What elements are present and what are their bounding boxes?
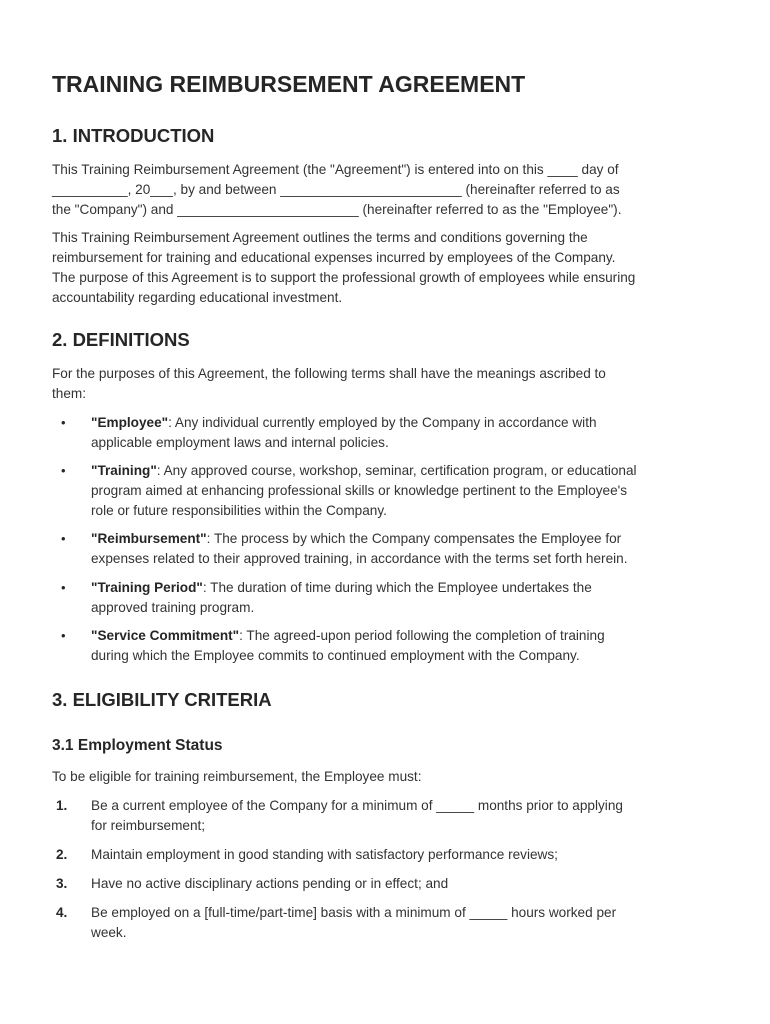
list-number: 4. — [56, 905, 68, 920]
definition-text — [91, 626, 731, 666]
definitions-heading: 2. DEFINITIONS — [52, 329, 190, 350]
intro-p2-line: accountability regarding educational investment. — [52, 290, 343, 305]
employment-status-heading: 3.1 Employment Status — [52, 737, 223, 754]
eligibility-line: week. — [91, 925, 127, 940]
list-number: 1. — [56, 798, 68, 813]
definition-term: "Training" — [91, 463, 157, 478]
bullet-icon: • — [61, 531, 66, 546]
eligibility-text — [91, 845, 731, 865]
eligibility-line: Be employed on a [full-time/part-time] basis with a minimum of _____ hours worked per — [91, 905, 617, 920]
definition-text — [91, 413, 731, 453]
intro-p2-line: The purpose of this Agreement is to support the professional growth of employees while ensuring — [52, 270, 636, 285]
definition-line: : The agreed-upon period following the completion of training — [239, 628, 605, 643]
definition-line: during which the Employee commits to continued employment with the Company. — [91, 648, 580, 663]
definition-line: : The process by which the Company compensates the Employee for — [206, 531, 622, 546]
list-number: 3. — [56, 876, 68, 891]
bullet-icon: • — [61, 628, 66, 643]
definition-line: : Any individual currently employed by the Company in accordance with — [168, 415, 597, 430]
eligibility-line: for reimbursement; — [91, 818, 206, 833]
eligibility-line: Maintain employment in good standing with satisfactory performance reviews; — [91, 847, 558, 862]
definitions-intro-line: For the purposes of this Agreement, the following terms shall have the meanings ascribed to — [52, 366, 606, 381]
eligibility-text — [91, 903, 731, 943]
definitions-intro — [52, 364, 732, 404]
intro-paragraph-2 — [52, 228, 732, 308]
definition-line: role or future responsibilities within the Company. — [91, 503, 387, 518]
intro-paragraph-1 — [52, 160, 732, 220]
bullet-icon: • — [61, 415, 66, 430]
eligibility-line: Have no active disciplinary actions pending or in effect; and — [91, 876, 449, 891]
definitions-intro-line: them: — [52, 386, 86, 401]
definition-term: "Reimbursement" — [91, 531, 207, 546]
bullet-icon: • — [61, 463, 66, 478]
definition-term: "Training Period" — [91, 580, 203, 595]
intro-p2-line: This Training Reimbursement Agreement outlines the terms and conditions governing the — [52, 230, 588, 245]
eligibility-line: Be a current employee of the Company for a minimum of _____ months prior to applying — [91, 798, 623, 813]
definition-line: expenses related to their approved training, in accordance with the terms set forth herein. — [91, 551, 628, 566]
definition-text — [91, 529, 731, 569]
intro-p1-line: This Training Reimbursement Agreement (the "Agreement") is entered into on this ____ day of — [52, 162, 619, 177]
document-title: TRAINING REIMBURSEMENT AGREEMENT — [52, 71, 526, 97]
intro-heading: 1. INTRODUCTION — [52, 125, 215, 146]
definition-term: "Employee" — [91, 415, 169, 430]
definition-line: program aimed at enhancing professional skills or knowledge pertinent to the Employee's — [91, 483, 628, 498]
definition-line: applicable employment laws and internal policies. — [91, 435, 389, 450]
definition-line: : Any approved course, workshop, seminar, certification program, or educational — [156, 463, 637, 478]
definition-line: : The duration of time during which the Employee undertakes the — [202, 580, 592, 595]
definition-term: "Service Commitment" — [91, 628, 240, 643]
eligibility-text — [91, 796, 731, 836]
eligibility-intro: To be eligible for training reimbursement, the Employee must: — [52, 769, 422, 784]
list-number: 2. — [56, 847, 68, 862]
intro-p1-line: the "Company") and ________________________ (hereinafter referred to as the "Employee"). — [52, 202, 622, 217]
definition-text — [91, 578, 731, 618]
intro-p1-line: __________, 20___, by and between ________________________ (hereinafter referred to as — [52, 182, 620, 197]
eligibility-heading: 3. ELIGIBILITY CRITERIA — [52, 689, 272, 710]
intro-p2-line: reimbursement for training and educational expenses incurred by employees of the Company. — [52, 250, 616, 265]
eligibility-text — [91, 874, 731, 894]
bullet-icon: • — [61, 580, 66, 595]
definition-text — [91, 461, 731, 521]
definition-line: approved training program. — [91, 600, 255, 615]
